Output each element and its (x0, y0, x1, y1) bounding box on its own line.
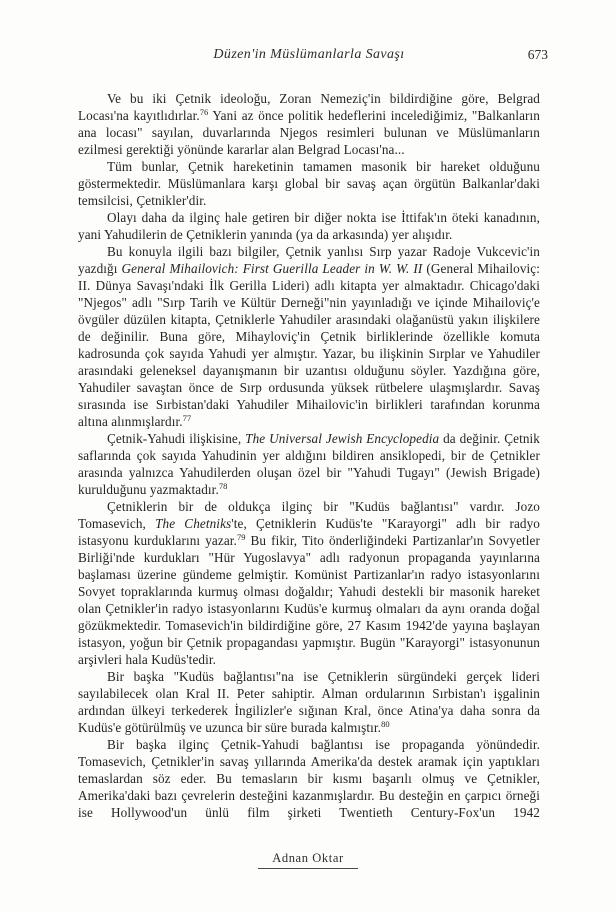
text-run: Olayı daha da ilginç hale getiren bir diğer nokta ise İttifak'ın öteki kanadının, yani Yahudilerin de Çetniklerin yanında (ya da arkasında) yer alışıdır. (78, 210, 540, 242)
page-number: 673 (527, 47, 548, 62)
footnote-ref: 76 (199, 107, 209, 117)
page-header (78, 47, 548, 67)
text-run: (General Mihailoviç: II. Dünya Savaşı'ndaki İlk Gerilla Lideri) adlı kitapta yer almaktadır. Chicago'daki "Njegos" adlı "Sırp Tarih ve Kültür Derneği"nin yayınladığı ve içinde Mihailoviç'e övgüler düzülen kitapta, Çetniklerle Yahudiler arasındaki olağanüstü yakın ilişkilere de değinilir. Buna göre, Mihayloviç'in Çetnik birliklerinde özellikle komuta kadrosunda çok sayıda Yahudi yer almıştır. Yazar, bu ilişkinin Sırplar ve Yahudiler arasındaki geleneksel dayanışmanın bir uzantısı olduğunu söyler. Yazdığına göre, Yahudiler savaştan önce de Sırp ordusunda yüksek rütbelere ulaşmışlardır. Savaş sırasında ise Sırbistan'daki Yahudiler Mihailovic'in birlikleri tarafından korunma altına alınmışlardır. (78, 261, 540, 429)
text-run: The Universal Jewish Encyclopedia (245, 431, 440, 446)
paragraph (78, 430, 540, 498)
paragraph (78, 498, 540, 668)
footnote-ref: 79 (236, 532, 246, 542)
text-run: Ve bu iki Çetnik ideoloğu, Zoran Nemeziç'in bildirdiğine göre, Belgrad Locası'na kayıtlıdırlar. (78, 91, 540, 123)
text-run: Yani az önce politik hedeflerini incelediğimiz, "Balkanların ana locası" sayılan, duvarlarında Njegos resimleri bulunan ve Müslümanların ezilmesi gerektiği yönünde kararlar alan Belgrad Locası'na... (78, 108, 540, 157)
paragraph (78, 668, 540, 736)
text-run: Bir başka "Kudüs bağlantısı"na ise Çetniklerin sürgündeki gerçek lideri sayılabilecek olan Kral II. Peter sahiptir. Alman ordularının Sırbistan'ı işgalinin ardından ülkeyi terkederek İngilizler'e sığınan Kral, önce Atina'ya daha sonra da Kudüs'e götürülmüş ve uzunca bir süre burada kalmıştır. (78, 669, 540, 735)
footnote-ref: 77 (182, 413, 192, 423)
text-run: 'te, Çetniklerin Kudüs'te "Karayorgi" adlı bir radyo istasyonu kurduklarını yazar. (78, 516, 540, 548)
text-run: Bu konuyla ilgili bazı bilgiler, Çetnik yanlısı Sırp yazar Radoje Vukcevic'in yazdığı (78, 244, 540, 276)
paragraph (78, 736, 540, 821)
author-name: Adnan Oktar (258, 851, 358, 869)
footnote-ref: 78 (218, 481, 228, 491)
text-run: Bir başka ilginç Çetnik-Yahudi bağlantısı ise propaganda yönündedir. Tomasevich, Çetnikler'in savaş yıllarında Amerika'da destek aramak için yaptıkları temaslardan söz eder. Bu temasların bir kısmı başarılı olmuş ve Çetnikler, Amerika'daki bazı çevrelerin desteğini kazanmışlardır. Bu desteğin en çarpıcı örneği ise Hollywood'un ünlü film şirketi Twentieth Century-Fox'un 1942 (78, 737, 540, 820)
text-run: Bu fikir, Tito önderliğindeki Partizanlar'ın Sovyetler Birliği'nde kurdukları "Hür Yugoslavya" adlı radyonun propaganda yayınlarına başlaması üzerine gündeme gelmiştir. Komünist Partizanlar'ın radyo istasyonlarını Sovyet topraklarında kurmuş olması doğaldır; Yahudi destekli bir masonik hareket olan Çetnikler'in radyo istasyonlarını Kudüs'e kurmuş olmaları da aynı oranda doğal gözükmektedir. Tomasevich'in bildirdiğine göre, 27 Kasım 1942'de yayına başlayan istasyon, yoğun bir Çetnik propagandası yapmıştır. Bugün "Karayorgi" istasyonunun arşivleri hala Kudüs'tedir. (78, 533, 540, 667)
text-run: Çetniklerin bir de oldukça ilginç bir "Kudüs bağlantısı" vardır. Jozo Tomasevich, (78, 499, 540, 531)
paragraph (78, 158, 540, 209)
paragraph (78, 243, 540, 430)
text-run: da değinir. Çetnik saflarında çok sayıda Yahudinin yer aldığını bildiren ansiklopedi, bir de Çetnikler arasında yalnızca Yahudilerden oluşan özel bir "Yahudi Tugayı" (Jewish Brigade) kurulduğunu yazmaktadır. (78, 431, 541, 497)
paragraph (78, 90, 540, 158)
text-run: Tüm bunlar, Çetnik hareketinin tamamen masonik bir hareket olduğunu göstermektedir. Müslümanlara karşı global bir savaş açan örgütün Balkanlar'daki temsilcisi, Çetnikler'dir. (78, 159, 540, 208)
footnote-ref: 80 (381, 719, 390, 729)
text-run: The Chetniks (155, 516, 232, 531)
text-run: Çetnik-Yahudi ilişkisine, (107, 431, 246, 446)
page-body (78, 90, 540, 821)
page-footer (0, 849, 616, 869)
running-head: Düzen'in Müslümanlarla Savaşı (213, 47, 405, 62)
text-run: General Mihailovich: First Guerilla Leader in W. W. II (121, 261, 423, 276)
paragraph (78, 209, 540, 243)
